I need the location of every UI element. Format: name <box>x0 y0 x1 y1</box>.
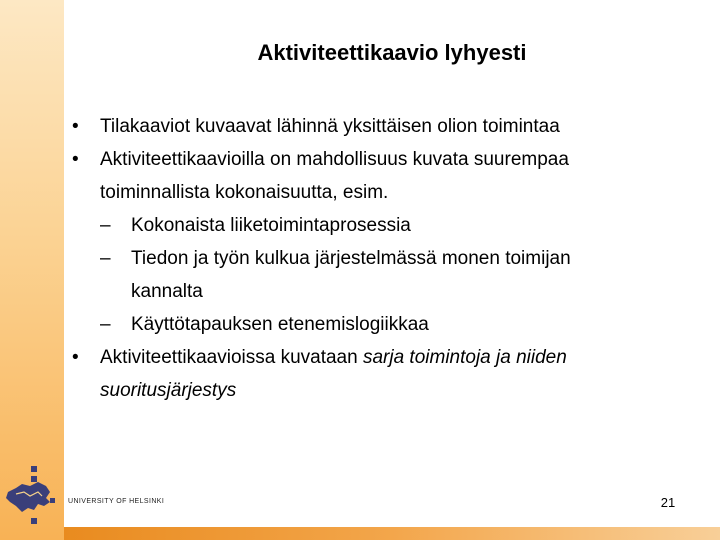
sub-bullet-text: Kokonaista liiketoimintaprosessia <box>131 215 411 236</box>
left-decorative-band <box>0 0 64 540</box>
dash-symbol: – <box>100 314 111 335</box>
sub-bullet-text: kannalta <box>131 281 203 302</box>
dash-symbol: – <box>100 248 111 269</box>
bullet-item <box>72 110 702 143</box>
university-of-helsinki-logo-icon <box>0 462 64 528</box>
bullet-text: Aktiviteettikaavioilla on mahdollisuus kuvata suurempaa <box>100 149 569 170</box>
bullet-continuation <box>72 176 702 209</box>
bullet-list <box>72 110 702 407</box>
bullet-item <box>72 341 702 374</box>
sub-bullet-continuation <box>72 275 702 308</box>
sub-bullet-item <box>72 209 702 242</box>
bullet-emphasis: suoritusjärjestys <box>100 380 237 401</box>
dash-symbol: – <box>100 215 111 236</box>
bottom-decorative-band <box>64 527 720 540</box>
bullet-text: Tilakaaviot kuvaavat lähinnä yksittäisen olion toimintaa <box>100 116 560 137</box>
sub-bullet-item <box>72 308 702 341</box>
university-name: UNIVERSITY OF HELSINKI <box>68 498 165 505</box>
bullet-symbol: • <box>72 347 79 368</box>
sub-bullet-text: Tiedon ja työn kulkua järjestelmässä monen toimijan <box>131 248 571 269</box>
bullet-symbol: • <box>72 149 79 170</box>
slide-title: Aktiviteettikaavio lyhyesti <box>257 40 527 65</box>
bullet-continuation <box>72 374 702 407</box>
bullet-text: Aktiviteettikaavioissa kuvataan <box>100 347 363 368</box>
sub-bullet-item <box>72 242 702 275</box>
sub-bullet-text: Käyttötapauksen etenemislogiikkaa <box>131 314 429 335</box>
bullet-symbol: • <box>72 116 79 137</box>
bullet-item <box>72 143 702 176</box>
page-number: 21 <box>660 495 676 510</box>
bullet-emphasis: sarja toimintoja ja niiden <box>362 347 567 368</box>
bullet-text: toiminnallista kokonaisuutta, esim. <box>100 182 389 203</box>
